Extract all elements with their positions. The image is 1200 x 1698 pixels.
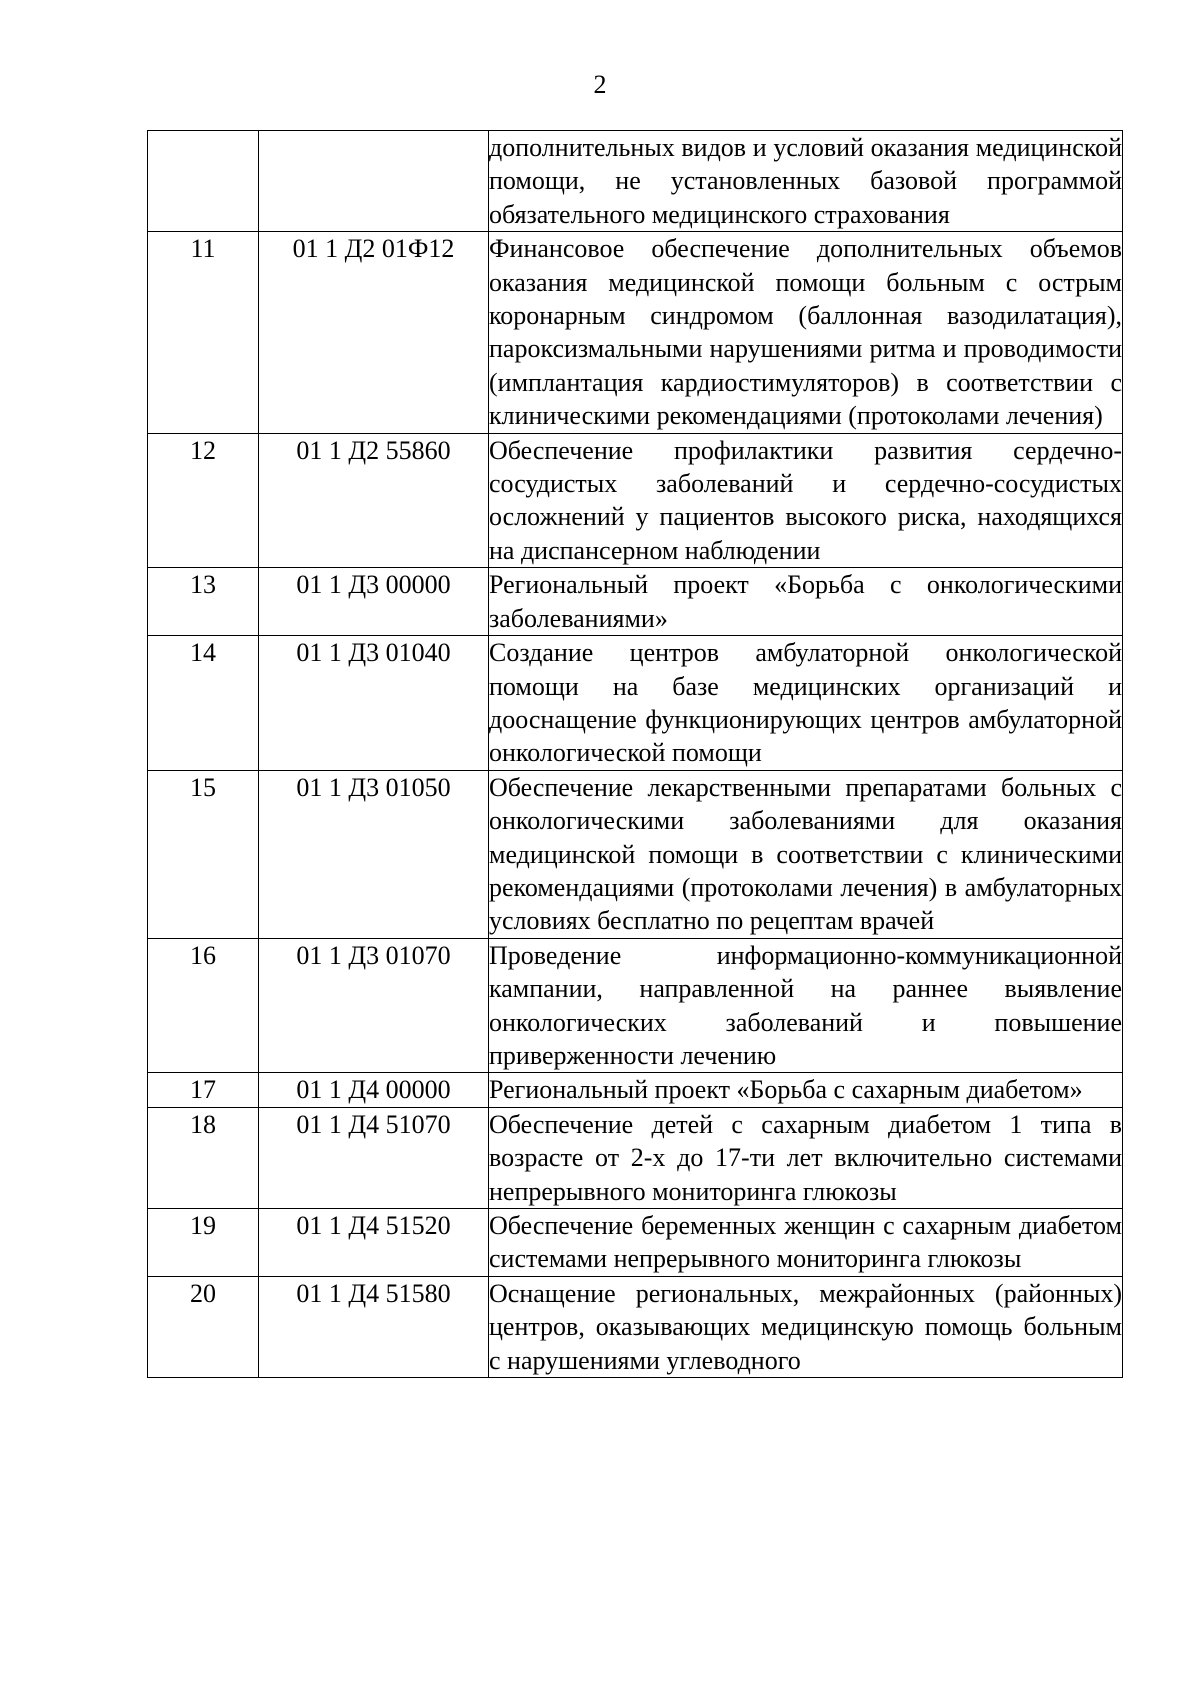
description-line: клиническими рекомендациями (протоколами xyxy=(489,839,1122,902)
description-line: системами непрерывного мониторинга глюкозы xyxy=(489,1143,1122,1206)
description-line: Оснащение региональных, межрайонных xyxy=(489,1278,975,1308)
description-line: Региональный проект «Борьба с онкологическими xyxy=(489,570,1122,600)
row-number-cell: 12 xyxy=(148,433,259,568)
classification-code-cell xyxy=(259,131,489,232)
description-line: помощи на базе медицинских организаций и xyxy=(489,671,1122,701)
table-row xyxy=(148,938,1123,1073)
description-line: заболеваниями» xyxy=(489,603,668,633)
classification-code-cell: 01 1 Д4 00000 xyxy=(259,1073,489,1107)
description-cell xyxy=(489,938,1123,1073)
description-line: сосудистых заболеваний и сердечно-сосудистых xyxy=(489,469,1122,499)
description-line: Проведение информационно-коммуникационной xyxy=(489,940,1122,970)
row-number-cell: 19 xyxy=(148,1209,259,1277)
description-line: объемов оказания медицинской помощи больным xyxy=(489,234,1123,297)
description-line: Финансовое обеспечение дополнительных xyxy=(489,234,1003,264)
description-line: диабетом» xyxy=(966,1075,1083,1105)
description-line: вазодилатация), пароксизмальными нарушениями xyxy=(489,301,1123,364)
description-line: Обеспечение лекарственными препаратами xyxy=(489,772,987,802)
classification-code-cell: 01 1 Д3 01040 xyxy=(259,636,489,771)
description-line: Обеспечение детей с сахарным диабетом 1 типа в xyxy=(489,1109,1122,1139)
classification-code-cell: 01 1 Д4 51580 xyxy=(259,1276,489,1377)
row-number-cell: 18 xyxy=(148,1107,259,1208)
description-cell xyxy=(489,636,1123,771)
row-number-cell: 14 xyxy=(148,636,259,771)
row-number-cell xyxy=(148,131,259,232)
description-line: рецептам врачей xyxy=(749,906,935,936)
classification-code-cell: 01 1 Д3 01050 xyxy=(259,770,489,938)
description-line: медицинской помощи, не установленных базовой xyxy=(489,133,1122,196)
table-row xyxy=(148,1107,1123,1208)
description-line: страхования xyxy=(813,199,950,229)
classification-code-cell: 01 1 Д2 55860 xyxy=(259,433,489,568)
table-row xyxy=(148,433,1123,568)
description-cell xyxy=(489,1107,1123,1208)
table-body xyxy=(148,131,1123,1378)
description-line: амбулаторной онкологической помощи xyxy=(489,704,1122,768)
row-number-cell: 11 xyxy=(148,232,259,433)
description-line: кампании, направленной на раннее выявление xyxy=(489,974,1122,1004)
description-line: клиническими рекомендациями (протоколами xyxy=(489,401,1000,431)
description-cell xyxy=(489,568,1123,636)
row-number-cell: 13 xyxy=(148,568,259,636)
row-number-cell: 17 xyxy=(148,1073,259,1107)
table-row xyxy=(148,1209,1123,1277)
description-line: кардиостимуляторов) в соответствии с xyxy=(660,367,1123,397)
description-line: Создание центров амбулаторной онкологической xyxy=(489,638,1122,668)
row-number-cell: 20 xyxy=(148,1276,259,1377)
description-cell xyxy=(489,770,1123,938)
description-line: онкологических заболеваний и повышение xyxy=(489,1007,1122,1037)
description-line: диабетом системами непрерывного мониторинга xyxy=(489,1211,1122,1274)
description-line: оказания медицинской помощи в соответствии с xyxy=(489,806,1123,869)
description-line: приверженности лечению xyxy=(489,1040,777,1070)
classification-code-cell: 01 1 Д4 51070 xyxy=(259,1107,489,1208)
description-line: возрасте от 2-х до 17-ти лет включительно xyxy=(489,1143,993,1173)
description-cell xyxy=(489,1209,1123,1277)
description-line: дооснащение функционирующих центров xyxy=(489,704,960,734)
classification-code-cell: 01 1 Д2 01Ф12 xyxy=(259,232,489,433)
classification-code-cell: 01 1 Д3 00000 xyxy=(259,568,489,636)
page-number: 2 xyxy=(593,70,607,99)
table-row xyxy=(148,568,1123,636)
description-line: лечения) в амбулаторных условиях бесплатно по xyxy=(489,872,1122,936)
row-number-cell: 15 xyxy=(148,770,259,938)
table-row xyxy=(148,232,1123,433)
description-line: Региональный проект «Борьба с сахарным xyxy=(489,1075,960,1105)
table-row xyxy=(148,770,1123,938)
budget-classification-table xyxy=(147,130,1123,1378)
table-row xyxy=(148,636,1123,771)
description-line: программой обязательного медицинского xyxy=(489,166,1122,229)
table-row xyxy=(148,1276,1123,1377)
description-cell xyxy=(489,131,1123,232)
table-row xyxy=(148,131,1123,232)
description-line: дополнительных видов и условий оказания xyxy=(489,133,970,162)
description-line: глюкозы xyxy=(927,1244,1022,1274)
description-line: с острым коронарным синдромом (баллонная xyxy=(489,267,1122,331)
classification-code-cell: 01 1 Д3 01070 xyxy=(259,938,489,1073)
description-cell xyxy=(489,433,1123,568)
description-cell xyxy=(489,1073,1123,1107)
row-number-cell: 16 xyxy=(148,938,259,1073)
description-line: (районных) центров, оказывающих медицинскую xyxy=(489,1278,1122,1342)
description-line: больных с онкологическими заболеваниями для xyxy=(489,772,1123,836)
description-line: осложнений у пациентов высокого риска, xyxy=(489,502,967,532)
description-line: Обеспечение беременных женщин с сахарным xyxy=(489,1211,1011,1240)
description-cell xyxy=(489,1276,1123,1377)
table-row xyxy=(148,1073,1123,1107)
description-line: находящихся на диспансерном наблюдении xyxy=(489,502,1122,565)
description-line: помощь больным с нарушениями углеводного xyxy=(489,1312,1122,1375)
description-line: Обеспечение профилактики развития сердечно- xyxy=(489,435,1122,465)
description-cell xyxy=(489,232,1123,433)
description-line: лечения) xyxy=(1005,401,1103,431)
description-line: ритма и проводимости (имплантация xyxy=(489,334,1123,397)
classification-code-cell: 01 1 Д4 51520 xyxy=(259,1209,489,1277)
